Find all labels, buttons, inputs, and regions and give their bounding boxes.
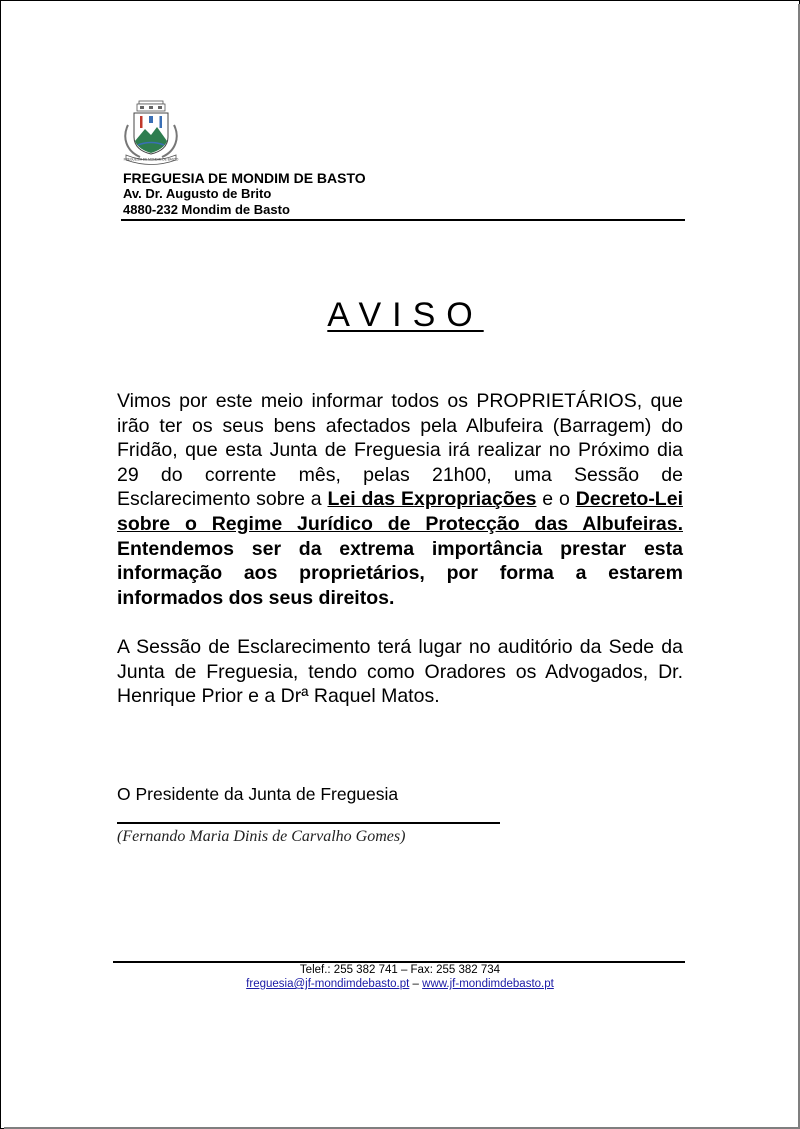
decree-law-link: Decreto-Lei sobre o Regime Jurídico de Protecção das Albufeiras.: [117, 488, 683, 535]
footer: [0, 963, 800, 991]
notice-title: AVISO: [327, 296, 484, 334]
paragraph-1: Vimos por este meio informar todos os PROPRIETÁRIOS, que irão ter os seus bens afectados pela Albufeira (Barragem) do Fridão, que esta Junta de Freguesia irá realizar no Próximo dia 29 do corrente mês, pelas 21h00, uma Sessão de Esclarecimento sobre a Lei das Expropriações e o Decreto-Lei sobre o Regime Jurídico de Protecção das Albufeiras. Entendemos ser da extrema importância prestar esta informação aos proprietários, por forma a estarem informados dos seus direitos.: [117, 390, 683, 609]
signature-line: [117, 822, 500, 824]
address-line-2: 4880-232 Mondim de Basto: [123, 202, 290, 217]
organization-header: [123, 170, 366, 218]
header-divider: [121, 219, 685, 221]
signature-name: (Fernando Maria Dinis de Carvalho Gomes): [117, 828, 406, 845]
org-name: FREGUESIA DE MONDIM DE BASTO: [123, 170, 366, 186]
notice-body: [117, 389, 683, 709]
coat-of-arms-icon: [118, 99, 184, 165]
footer-contacts: freguesia@jf-mondimdebasto.pt – www.jf-mondimdebasto.pt: [246, 978, 554, 990]
website-link[interactable]: www.jf-mondimdebasto.pt: [422, 978, 554, 990]
signature-role: O Presidente da Junta de Freguesia: [117, 784, 399, 804]
footer-phone-fax: Telef.: 255 382 741 – Fax: 255 382 734: [299, 964, 501, 976]
law-expropriations-link: Lei das Expropriações: [327, 488, 537, 511]
paragraph-2: A Sessão de Esclarecimento terá lugar no auditório da Sede da Junta de Freguesia, tendo como Oradores os Advogados, Dr. Henrique Prior e a Drª Raquel Matos.: [117, 635, 683, 708]
address-line-1: Av. Dr. Augusto de Brito: [123, 186, 272, 201]
svg-text:FREGUESIA DE MONDIM DE BASTO: FREGUESIA DE MONDIM DE BASTO: [123, 157, 179, 162]
email-link[interactable]: freguesia@jf-mondimdebasto.pt: [246, 978, 410, 990]
